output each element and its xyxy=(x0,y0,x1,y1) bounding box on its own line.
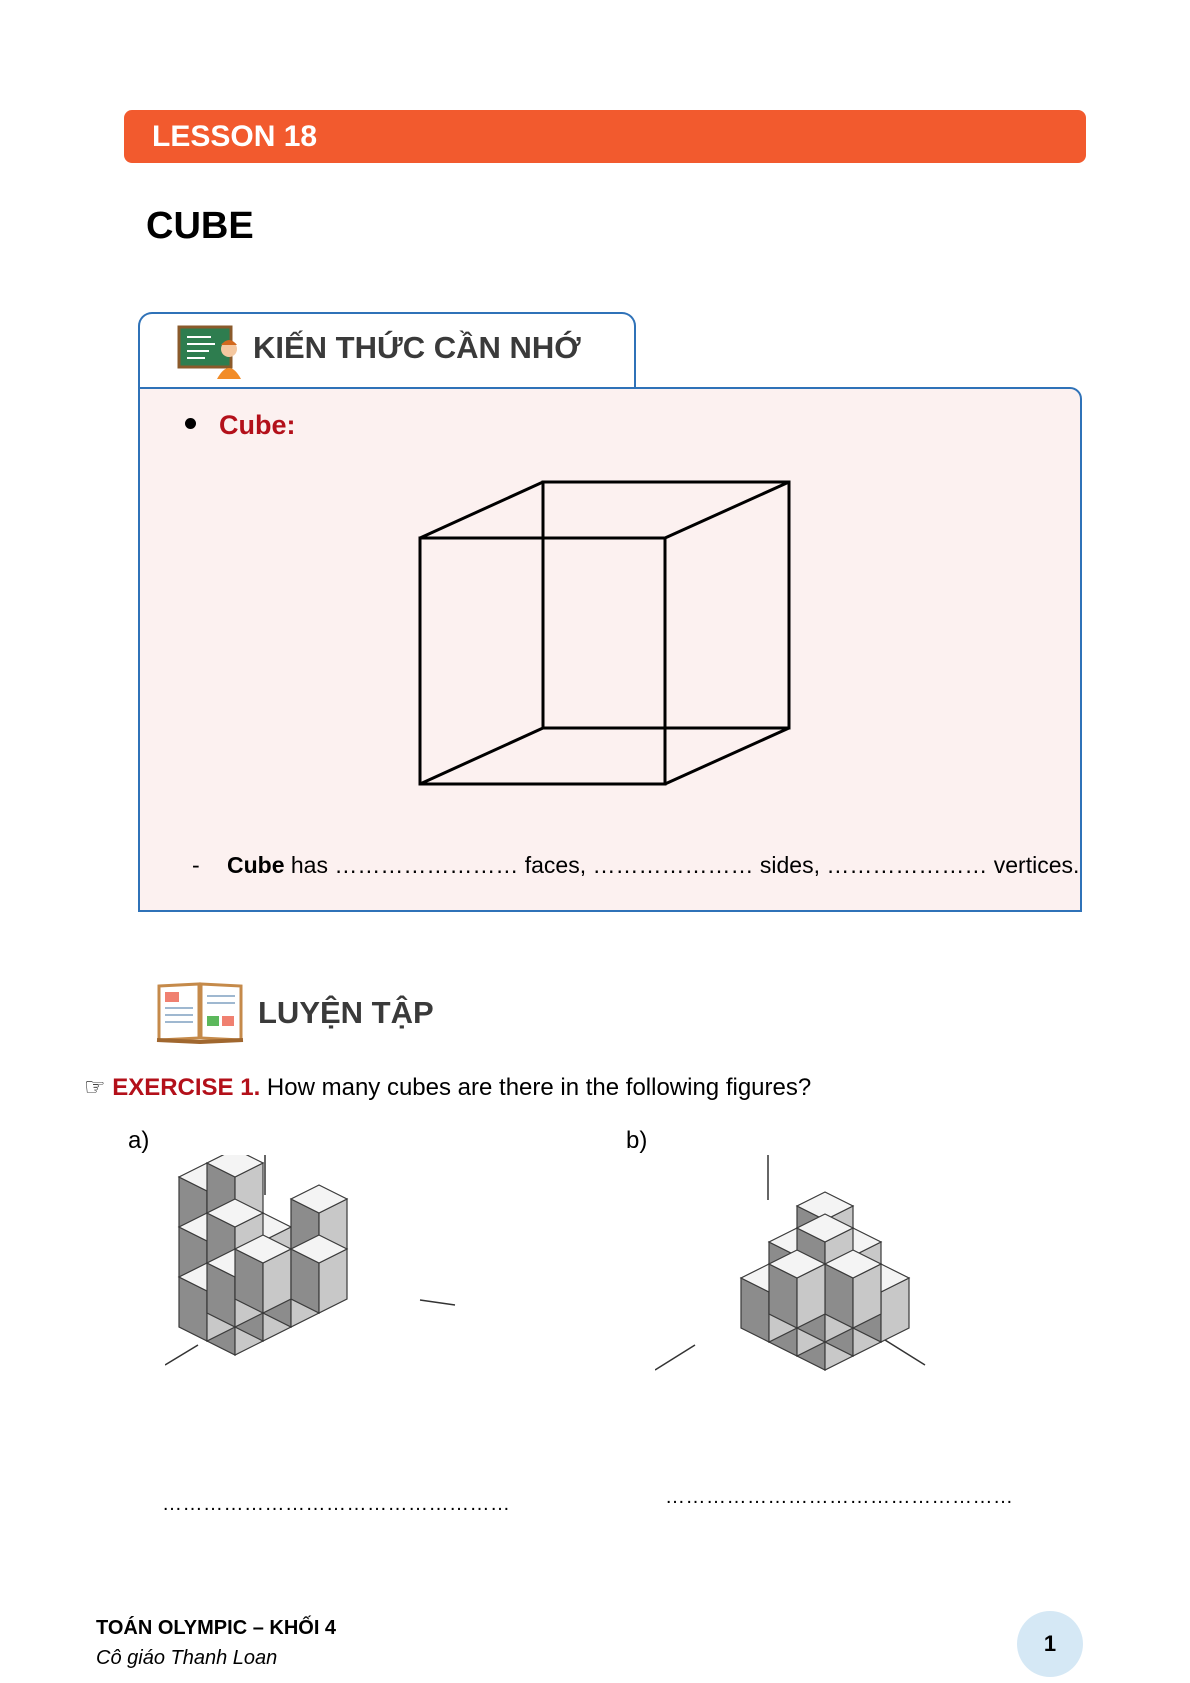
footer-teacher: Cô giáo Thanh Loan xyxy=(96,1647,278,1669)
figure-a-label: a) xyxy=(128,1127,150,1154)
exercise-label: EXERCISE 1. xyxy=(112,1074,261,1101)
pointing-hand-icon: ☞ xyxy=(84,1074,106,1101)
fact-dash: - xyxy=(192,852,200,878)
page-title: CUBE xyxy=(146,205,254,247)
cube-bullet-text: Cube: xyxy=(219,410,296,440)
cube-block xyxy=(235,1235,291,1313)
lesson-banner: LESSON 18 xyxy=(124,110,1086,163)
practice-title: LUYỆN TẬP xyxy=(258,995,434,1030)
cube-block xyxy=(825,1250,881,1328)
figure-b-label: b) xyxy=(626,1127,648,1154)
cube-fact xyxy=(192,852,1079,879)
answer-blank-a: …………………………………………… xyxy=(162,1493,511,1515)
bullet-dot xyxy=(185,418,196,429)
exercise-question: How many cubes are there in the following figures? xyxy=(260,1074,812,1101)
answer-blank-b: …………………………………………… xyxy=(665,1486,1014,1508)
fact-text: has …………………… faces, ………………… sides, ………………… vertices. xyxy=(284,852,1080,878)
cube-diagram xyxy=(410,470,800,800)
teacher-board-icon xyxy=(177,325,249,381)
page-number: 1 xyxy=(1017,1611,1083,1677)
open-book-icon xyxy=(155,978,245,1044)
footer-course: TOÁN OLYMPIC – KHỐI 4 xyxy=(96,1617,337,1639)
exercise-line xyxy=(84,1073,811,1102)
cube-stack-figure-a xyxy=(165,1155,505,1455)
cube-block xyxy=(291,1235,347,1313)
cube-block xyxy=(769,1250,825,1328)
cube-stack-figure-b xyxy=(655,1155,995,1455)
knowledge-title: KIẾN THỨC CẦN NHỚ xyxy=(253,330,581,365)
cube-bullet xyxy=(185,410,296,441)
fact-subject: Cube xyxy=(227,852,285,878)
